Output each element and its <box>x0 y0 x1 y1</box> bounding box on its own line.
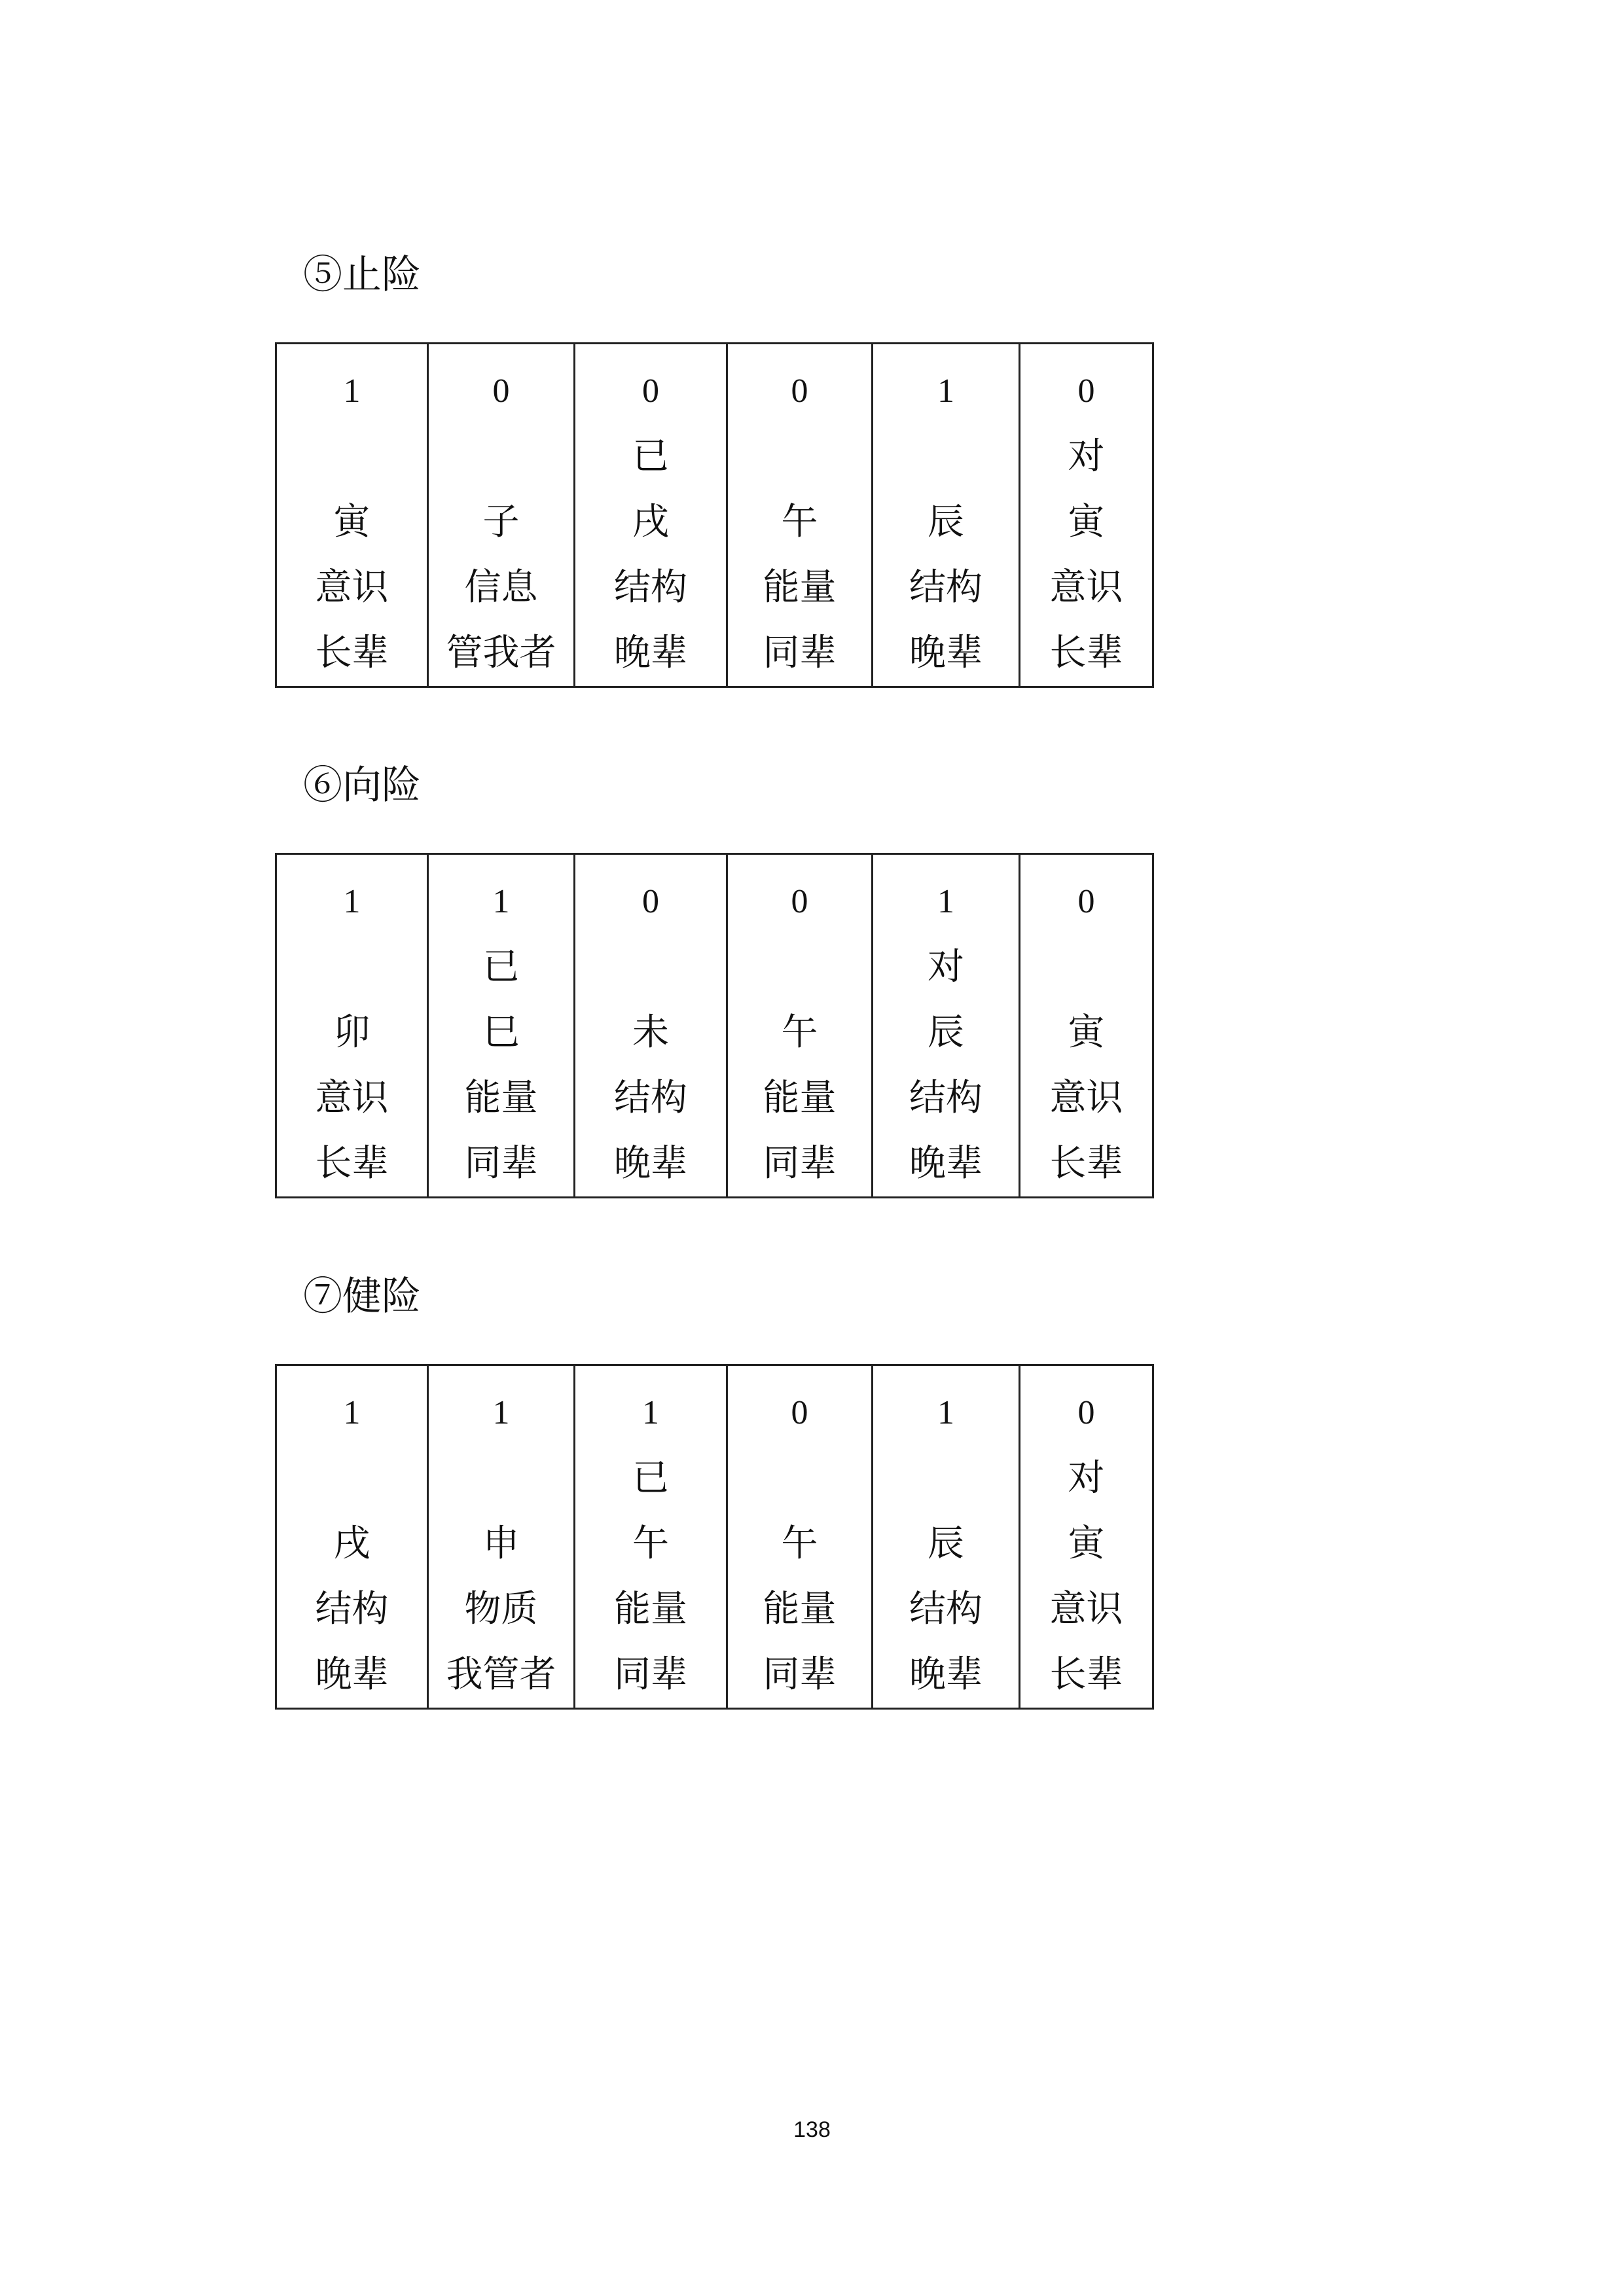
hexagram-table-5 <box>275 342 1154 688</box>
cell-value: 0 <box>791 372 808 410</box>
cell-line-1 <box>277 935 427 1000</box>
cell-line-1: 已 <box>482 946 520 988</box>
cell-line-3: 结构 <box>614 566 687 609</box>
table-cell <box>276 854 428 1198</box>
cell-line-1: 对 <box>928 946 964 988</box>
cell-value: 1 <box>343 1394 361 1431</box>
cell-line-4: 晚辈 <box>909 1142 983 1185</box>
table-cell <box>428 1365 575 1709</box>
cell-line-2: 未 <box>632 1011 669 1054</box>
cell-line-4: 我管者 <box>446 1653 556 1696</box>
cell-line-3: 结构 <box>909 566 983 609</box>
cell-value: 0 <box>791 883 808 920</box>
table-cell <box>873 854 1020 1198</box>
cell-value: 1 <box>343 372 361 410</box>
cell-line-4: 长辈 <box>1049 1142 1123 1185</box>
cell-line-4: 晚辈 <box>909 1653 983 1696</box>
section-title-5: ⑤止险 <box>303 252 421 298</box>
table-cell <box>428 344 575 687</box>
cell-line-3: 意识 <box>1049 1077 1123 1119</box>
cell-line-2: 寅 <box>1068 1011 1105 1054</box>
table-cell <box>727 344 873 687</box>
table-cell <box>873 1365 1020 1709</box>
cell-line-4: 长辈 <box>315 632 389 674</box>
cell-line-4: 同辈 <box>763 1142 837 1185</box>
cell-line-4: 同辈 <box>464 1142 538 1185</box>
cell-line-2: 子 <box>482 501 520 543</box>
cell-line-4: 同辈 <box>763 632 837 674</box>
section-title-6: ⑥向险 <box>303 762 421 808</box>
cell-line-1 <box>429 424 573 490</box>
cell-line-2: 戌 <box>333 1522 370 1565</box>
hexagram-table-6 <box>275 853 1154 1198</box>
cell-line-2: 寅 <box>1068 1522 1105 1565</box>
cell-line-3: 意识 <box>1049 1588 1123 1630</box>
cell-line-2: 午 <box>781 501 818 543</box>
cell-line-3: 结构 <box>315 1588 389 1630</box>
cell-value: 0 <box>791 1394 808 1431</box>
cell-line-2: 巳 <box>482 1011 520 1054</box>
cell-line-1 <box>728 935 871 1000</box>
cell-line-1 <box>277 1446 427 1511</box>
cell-line-4: 晚辈 <box>614 1142 687 1185</box>
cell-line-2: 寅 <box>1068 501 1105 543</box>
section-title-7: ⑦健险 <box>303 1274 421 1319</box>
cell-line-4: 晚辈 <box>909 632 983 674</box>
cell-line-4: 长辈 <box>1049 1653 1123 1696</box>
cell-line-2: 辰 <box>928 501 964 543</box>
hexagram-table-7 <box>275 1364 1154 1710</box>
cell-value: 1 <box>492 1394 510 1431</box>
table-cell <box>428 854 575 1198</box>
cell-line-2: 辰 <box>928 1522 964 1565</box>
cell-value: 0 <box>1077 372 1095 410</box>
cell-line-2: 午 <box>781 1522 818 1565</box>
cell-line-4: 长辈 <box>1049 632 1123 674</box>
cell-value: 0 <box>492 372 510 410</box>
cell-line-3: 结构 <box>614 1077 687 1119</box>
table-cell <box>575 344 727 687</box>
cell-line-3: 意识 <box>1049 566 1123 609</box>
cell-line-3: 能量 <box>614 1588 687 1630</box>
cell-line-3: 信息 <box>464 566 538 609</box>
cell-line-3: 能量 <box>763 1077 837 1119</box>
cell-line-4: 晚辈 <box>614 632 687 674</box>
cell-line-2: 申 <box>482 1522 520 1565</box>
cell-value: 1 <box>937 372 954 410</box>
table-cell <box>276 344 428 687</box>
table-cell <box>1020 854 1153 1198</box>
cell-line-1: 已 <box>632 1457 669 1499</box>
cell-value: 1 <box>937 1394 954 1431</box>
cell-line-4: 同辈 <box>614 1653 687 1696</box>
table-cell <box>727 1365 873 1709</box>
cell-line-4: 长辈 <box>315 1142 389 1185</box>
cell-value: 0 <box>642 883 659 920</box>
cell-line-1: 对 <box>1068 1457 1105 1499</box>
cell-line-1 <box>728 1446 871 1511</box>
cell-line-1 <box>873 424 1019 490</box>
cell-line-1 <box>1020 935 1152 1000</box>
cell-line-3: 结构 <box>909 1077 983 1119</box>
table-cell <box>1020 344 1153 687</box>
cell-value: 1 <box>492 883 510 920</box>
cell-line-1 <box>575 935 726 1000</box>
table-cell <box>575 854 727 1198</box>
cell-line-3: 物质 <box>464 1588 538 1630</box>
cell-line-3: 意识 <box>315 1077 389 1119</box>
table-cell <box>276 1365 428 1709</box>
cell-line-3: 能量 <box>763 566 837 609</box>
page-number: 138 <box>793 2117 831 2142</box>
cell-value: 1 <box>937 883 954 920</box>
cell-value: 0 <box>1077 883 1095 920</box>
cell-line-1 <box>429 1446 573 1511</box>
table-cell <box>727 854 873 1198</box>
cell-line-2: 辰 <box>928 1011 964 1054</box>
cell-line-1 <box>277 424 427 490</box>
cell-line-2: 午 <box>781 1011 818 1054</box>
table-cell <box>873 344 1020 687</box>
cell-line-3: 能量 <box>464 1077 538 1119</box>
table-cell <box>575 1365 727 1709</box>
cell-line-1 <box>873 1446 1019 1511</box>
cell-line-1 <box>728 424 871 490</box>
cell-line-1: 已 <box>632 435 669 478</box>
cell-line-1: 对 <box>1068 435 1105 478</box>
cell-value: 0 <box>1077 1394 1095 1431</box>
cell-line-2: 戌 <box>632 501 669 543</box>
cell-line-4: 同辈 <box>763 1653 837 1696</box>
table-cell <box>1020 1365 1153 1709</box>
cell-line-3: 意识 <box>315 566 389 609</box>
cell-line-4: 晚辈 <box>315 1653 389 1696</box>
cell-line-3: 结构 <box>909 1588 983 1630</box>
cell-line-2: 卯 <box>333 1011 370 1054</box>
cell-line-2: 寅 <box>333 501 370 543</box>
cell-value: 0 <box>642 372 659 410</box>
cell-line-4: 管我者 <box>446 632 556 674</box>
cell-value: 1 <box>343 883 361 920</box>
cell-value: 1 <box>642 1394 659 1431</box>
cell-line-2: 午 <box>632 1522 669 1565</box>
cell-line-3: 能量 <box>763 1588 837 1630</box>
